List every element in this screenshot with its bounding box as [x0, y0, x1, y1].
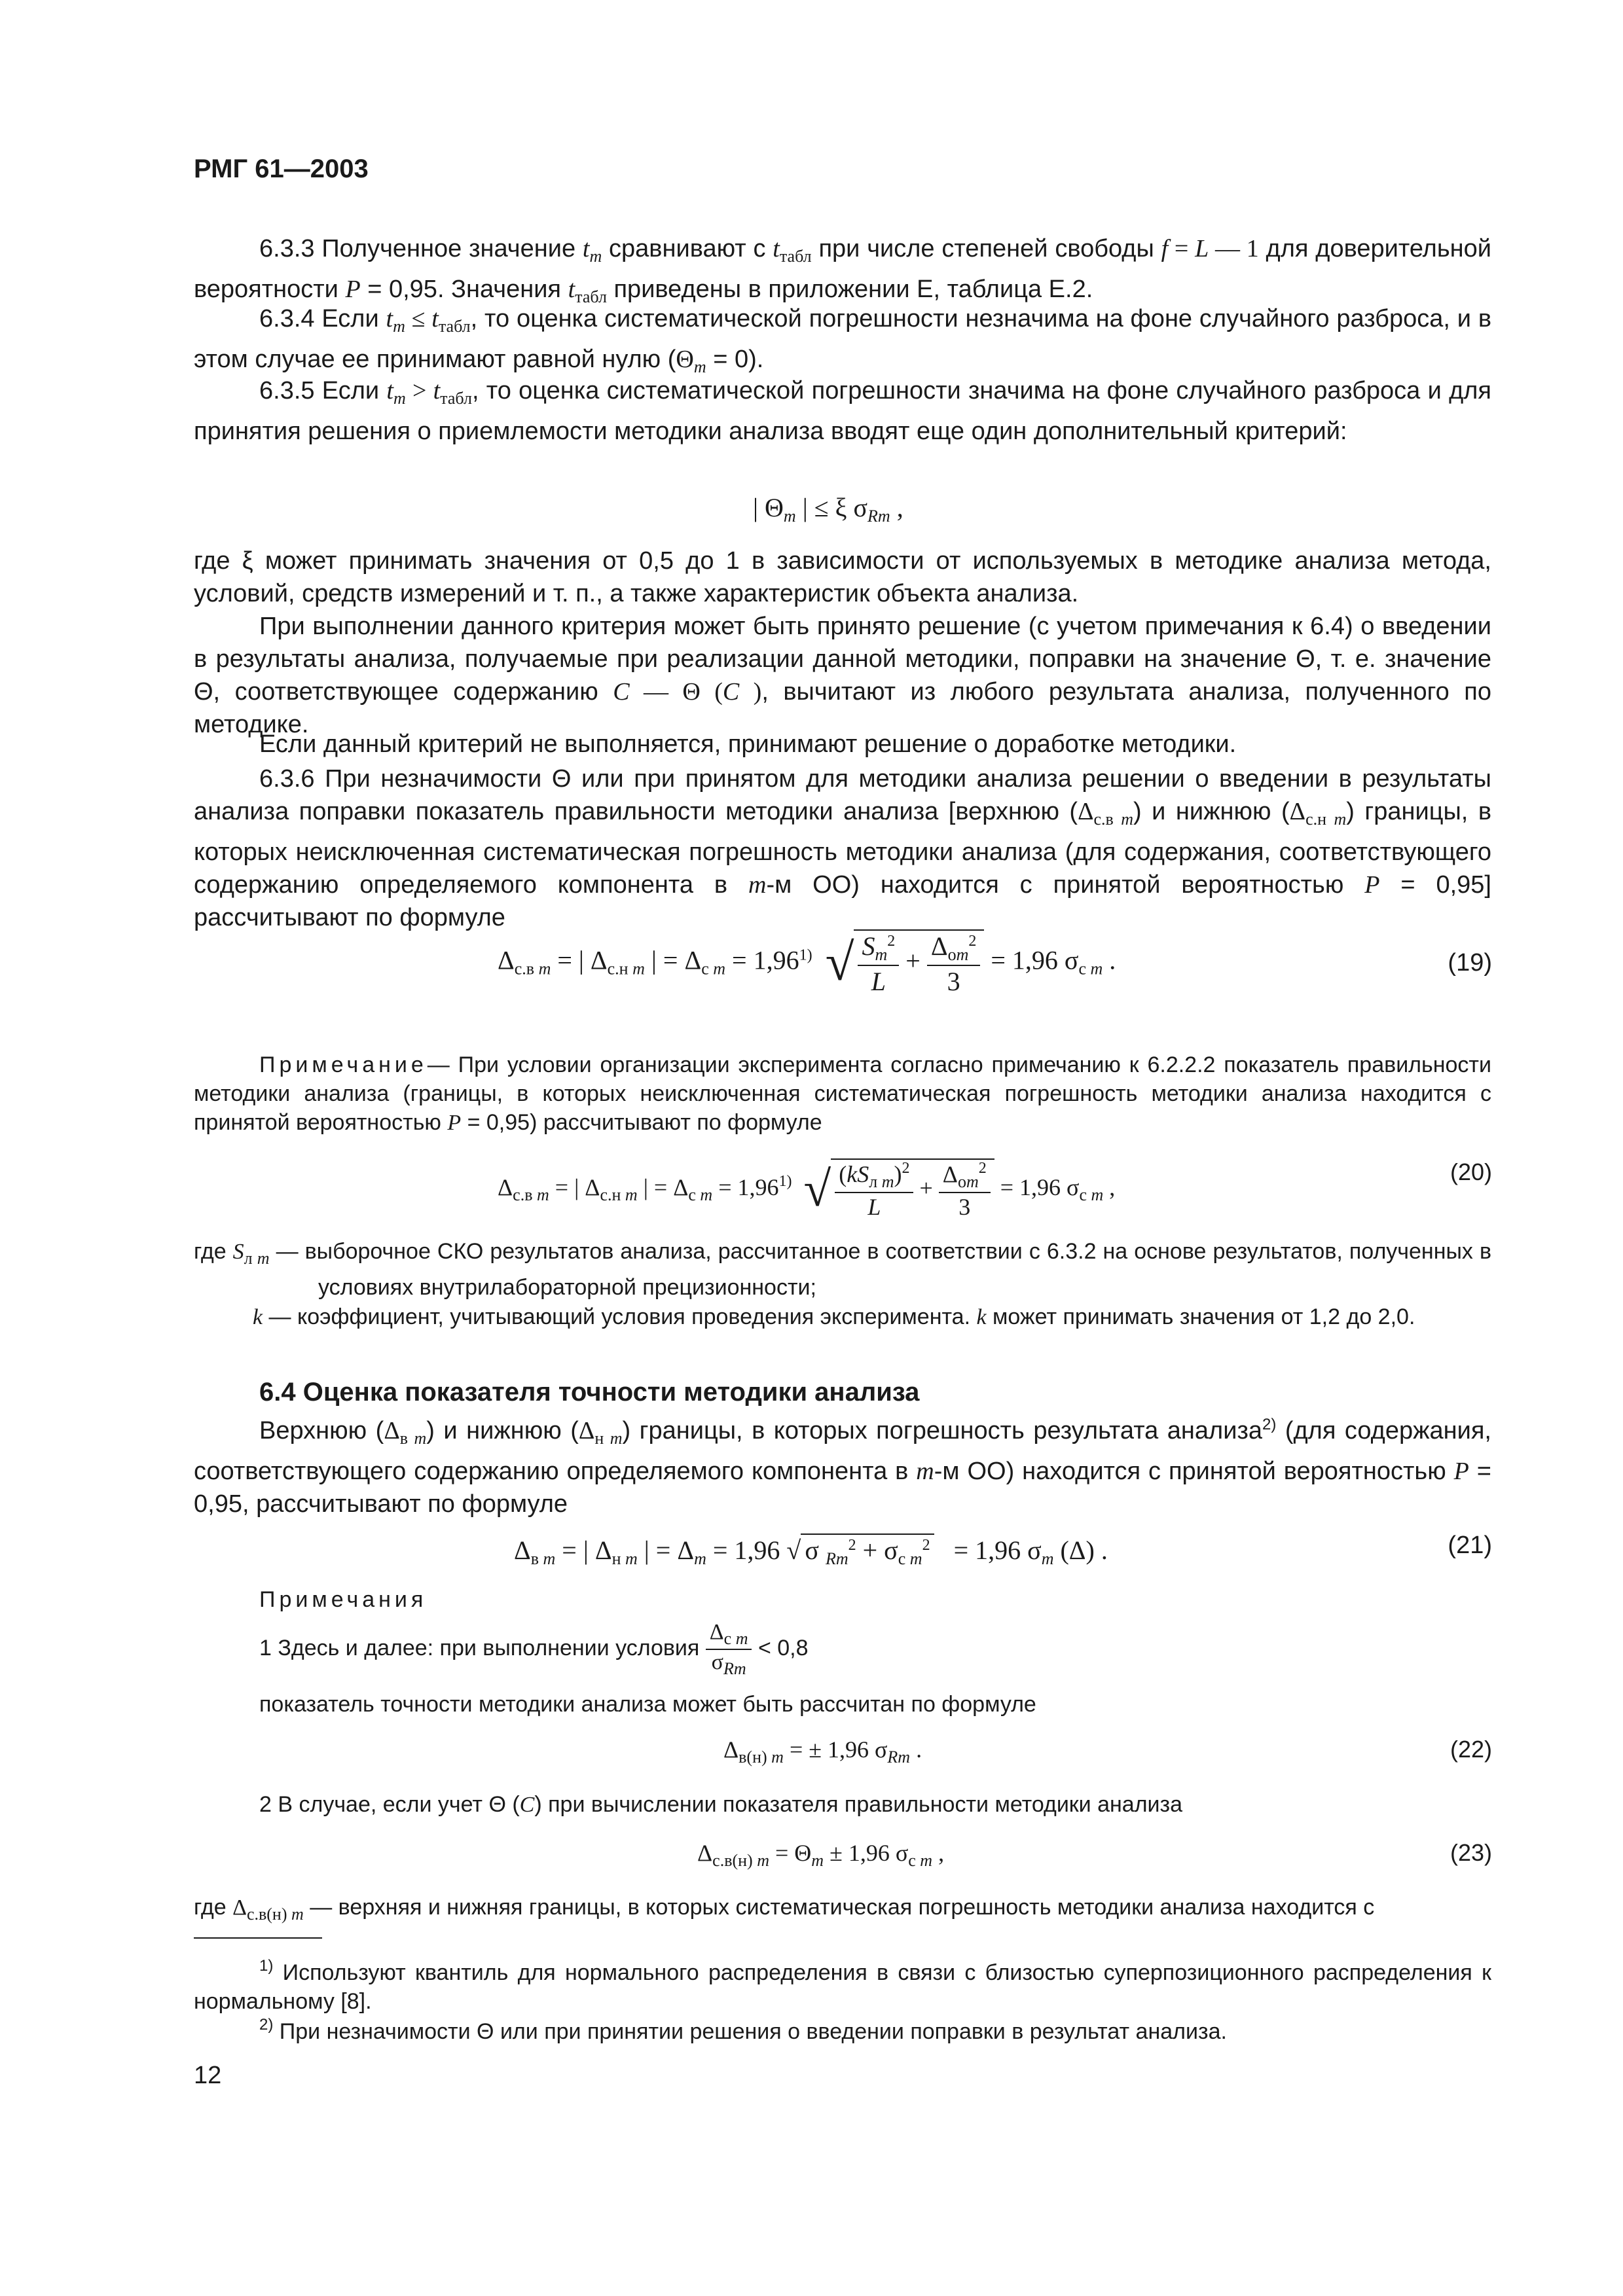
text: = 0,95. Значения [360, 276, 568, 303]
text: — При условии организации эксперимента согласно примечанию к 6.2.2.2 показатель правильности методики анализа (границы, в которых неисключенная систематическая погрешность методики анализа находится с принятой вероятностью [194, 1052, 1491, 1135]
paragraph-6-3-3: 6.3.3 Полученное значение $t_m$ сравнивают с $t_{табл}$ при числе степеней свободы f = L — 1 для доверительной вероятности P = 0,95. Значения $t_{табл}$ приведены в приложении Е, таблица Е.2. [194, 235, 1492, 306]
text: 6.3.5 Если [259, 377, 387, 404]
formula-23-number: (23) [1450, 1839, 1492, 1866]
criterion-formula: | $\Theta_m$ | ≤ ξ $\sigma_{Rm}$ , [753, 493, 903, 526]
text: при числе степеней свободы [811, 235, 1161, 262]
formula-20: $\Delta_{с.в m}$ = | $\Delta_{с.н m}$ | = $\Delta_{с m} = 1,96^{1)}$ √ $\frac{(kS_{л m})^2}{L}$ + $\frac{\Delta_{оm}^2}{3}$ = 1,96 $\sigma_{с m}$ , [498, 1160, 1116, 1220]
text: где [194, 1895, 233, 1920]
formula-23: $\Delta_{с.в(н) m} = \Theta_m \pm 1,96$ $\sigma_{с m}$ , [697, 1840, 945, 1870]
text: — выборочное СКО результатов анализа, рассчитанное в соответствии с 6.3.2 на основе результатов, полученных в условиях внутрилабораторной прецизионности; [269, 1239, 1492, 1300]
paragraph-else: Если данный критерий не выполняется, принимают решение о доработке методики. [259, 730, 1237, 758]
text: = 0). [706, 346, 764, 373]
formula-21: $\Delta_{в m}$ = | $\Delta_{н m}$ | = $\Delta_m = 1,96$ √ σ $_{Rm}^2 + \sigma_{с m}^2 = 1,96$ $\sigma_m$ (Δ) . [514, 1534, 1108, 1569]
text: (для содержания, соответствующего содержанию определяемого компонента в [194, 1417, 1491, 1485]
text: приведены в приложении Е, таблица Е.2. [606, 276, 1093, 303]
footnote-1 [194, 1952, 1491, 2016]
where-k: k — коэффициент, учитывающий условия проведения эксперимента. k может принимать значения от 1,2 до 2,0. [253, 1304, 1415, 1329]
text: -м ОО) находится с принятой вероятностью [934, 1458, 1454, 1485]
text: -м ОО) находится с принятой вероятностью [766, 871, 1365, 899]
where-s: где $S_{л m}$ — выборочное СКО результатов анализа, рассчитанное в соответствии с 6.3.2 на основе результатов, полученных в условиях внутрилабораторной прецизионности; [194, 1239, 1492, 1300]
footnote-separator [194, 1937, 322, 1939]
formula-20-number: (20) [1450, 1158, 1492, 1185]
formula-21-number: (21) [1448, 1532, 1492, 1559]
text: для доверительной вероятности [194, 235, 1492, 303]
formula-22-number: (22) [1450, 1736, 1492, 1763]
text: ) границы, в которых неисключенная систематическая погрешность методики анализа (для содержания, соответствующего содержанию определяемого компонента в [194, 798, 1492, 899]
text: = 0,95, рассчитывают по формуле [194, 1458, 1491, 1518]
text: Верхнюю ( [259, 1417, 384, 1444]
text: 6.3.6 При незначимости Θ или при принятом для методики анализа решении о введении в результаты анализа поправки показатель правильности методики анализа [верхнюю ( [194, 765, 1491, 825]
text: сравнивают с [602, 235, 773, 262]
text: ) при вычислении показателя правильности методики анализа [534, 1792, 1183, 1817]
notes-title: Примечания [259, 1587, 428, 1612]
text: < 0,8 [757, 1635, 809, 1660]
footnote-mark: 1) [259, 1957, 274, 1975]
text: ) и нижнюю ( [426, 1417, 579, 1444]
paragraph-criterion: При выполнении данного критерия может быть принято решение (с учетом примечания к 6.4) о введении в результаты анализа, получаемые при реализации данной методики, поправки на значение Θ, т. е. значение Θ, соответствующее содержанию C — Θ (C ), вычитают из любого результата анализа, полученного по методике. [194, 613, 1491, 738]
where-last: где $\Delta_{с.в(н) m}$ — верхняя и нижняя границы, в которых систематическая погрешность методики анализа находится с [194, 1895, 1375, 1924]
note-label: Примечание [259, 1052, 428, 1077]
text: = 0,95) рассчитывают по формуле [461, 1110, 822, 1135]
section-6-4-title: 6.4 Оценка показателя точности методики анализа [259, 1378, 920, 1407]
formula-19-number: (19) [1448, 949, 1492, 977]
footnote-mark: 2) [259, 2016, 274, 2034]
text: , то оценка систематической погрешности незначима на фоне случайного разброса, и в этом случае ее принимают равной нулю ( [194, 305, 1492, 373]
paragraph-6-3-6: 6.3.6 При незначимости Θ или при принятом для методики анализа решении о введении в результаты анализа поправки показатель правильности методики анализа [верхнюю $(\Delta_{с.в m})$ и нижнюю $(\Delta_{с.н m})$ границы, в которых неисключенная систематическая погрешность методики анализа (для содержания, соответствующего содержанию определяемого компонента в m-м ОО) находится с принятой вероятностью P = 0,95] рассчитывают по формуле [194, 765, 1492, 931]
paragraph-6-4: Верхнюю $(\Delta_{в m})$ и нижнюю $(\Delta_{н m})$ границы, в которых погрешность результата анализа$^{2)}$ (для содержания, соответствующего содержанию определяемого компонента в m-м ОО) находится с принятой вероятностью P = 0,95, рассчитывают по формуле [194, 1416, 1491, 1518]
note-1: 1 Здесь и далее: при выполнении условия $\frac{\Delta_{с m}}{\sigma_{Rm}}$ < 0,8 [259, 1620, 809, 1678]
note-paragraph: Примечание— При условии организации эксперимента согласно примечанию к 6.2.2.2 показатель правильности методики анализа (границы, в которых неисключенная систематическая погрешность методики анализа находится с принятой вероятностью P = 0,95) рассчитывают по формуле [194, 1052, 1491, 1135]
paragraph-xi: где ξ может принимать значения от 0,5 до 1 в зависимости от используемых в методике анализа метода, условий, средств измерений и т. п., а также характеристик объекта анализа. [194, 547, 1491, 607]
text: 2 В случае, если учет Θ ( [259, 1792, 520, 1817]
text: 6.3.4 Если [259, 305, 386, 332]
footnote-2 [194, 2011, 1491, 2046]
formula-19: $\Delta_{с.в m}$ = | $\Delta_{с.н m}$ | = $\Delta_{с m} = 1,96^{1)}$ √ $\frac{S_m^2}{L}$ + $\frac{\Delta_{оm}^2}{3}$ = 1,96 $\sigma_{с m}$ . [498, 929, 1116, 997]
formula-22: $\Delta_{в(н) m}$ = ± 1,96 $\sigma_{Rm}$ . [723, 1736, 922, 1767]
text: где [194, 1239, 233, 1264]
text: При выполнении данного критерия может быть принято решение (с учетом примечания к 6.4) о введении в результаты анализа, получаемые при реализации данной методики, поправки на значение Θ, т. е. значение Θ, соответствующее содержанию [194, 613, 1491, 706]
text: Используют квантиль для нормального распределения в связи с близостью суперпозиционного распределения к нормальному [8]. [194, 1960, 1491, 2014]
text: может принимать значения от 1,2 до 2,0. [986, 1304, 1415, 1329]
document-code-header: РМГ 61—2003 [194, 154, 369, 183]
text: = 0,95] рассчитывают по формуле [194, 871, 1491, 931]
text: При незначимости Θ или при принятии решения о введении поправки в результат анализа. [279, 2019, 1227, 2044]
page-number: 12 [194, 2062, 222, 2089]
note-2: 2 В случае, если учет Θ (C) при вычислении показателя правильности методики анализа [259, 1792, 1183, 1817]
text: — коэффициент, учитывающий условия проведения эксперимента. [263, 1304, 977, 1329]
paragraph-6-3-4: 6.3.4 Если $t_m \le t_{табл}$, то оценка систематической погрешности незначима на фоне случайного разброса, и в этом случае ее принимают равной нулю $(\Theta_m = 0)$. [194, 305, 1492, 376]
text: ) границы, в которых погрешность результата анализа [622, 1417, 1263, 1444]
text: — верхняя и нижняя границы, в которых систематическая погрешность методики анализа находится с [303, 1895, 1375, 1920]
paragraph-6-3-5: 6.3.5 Если $t_m > t_{табл}$, то оценка систематической погрешности значима на фоне случайного разброса и для принятия решения о приемлемости методики анализа вводят еще один дополнительный критерий: [194, 377, 1492, 445]
text: , то оценка систематической погрешности значима на фоне случайного разброса и для принятия решения о приемлемости методики анализа вводят еще один дополнительный критерий: [194, 377, 1492, 445]
note-1-text: показатель точности методики анализа может быть рассчитан по формуле [259, 1692, 1036, 1717]
text: 6.3.3 Полученное значение [259, 235, 583, 262]
text: , вычитают из любого результата анализа, полученного по методике. [194, 678, 1491, 738]
text: ) и нижнюю ( [1133, 798, 1290, 825]
text: 1 Здесь и далее: при выполнении условия [259, 1635, 700, 1660]
